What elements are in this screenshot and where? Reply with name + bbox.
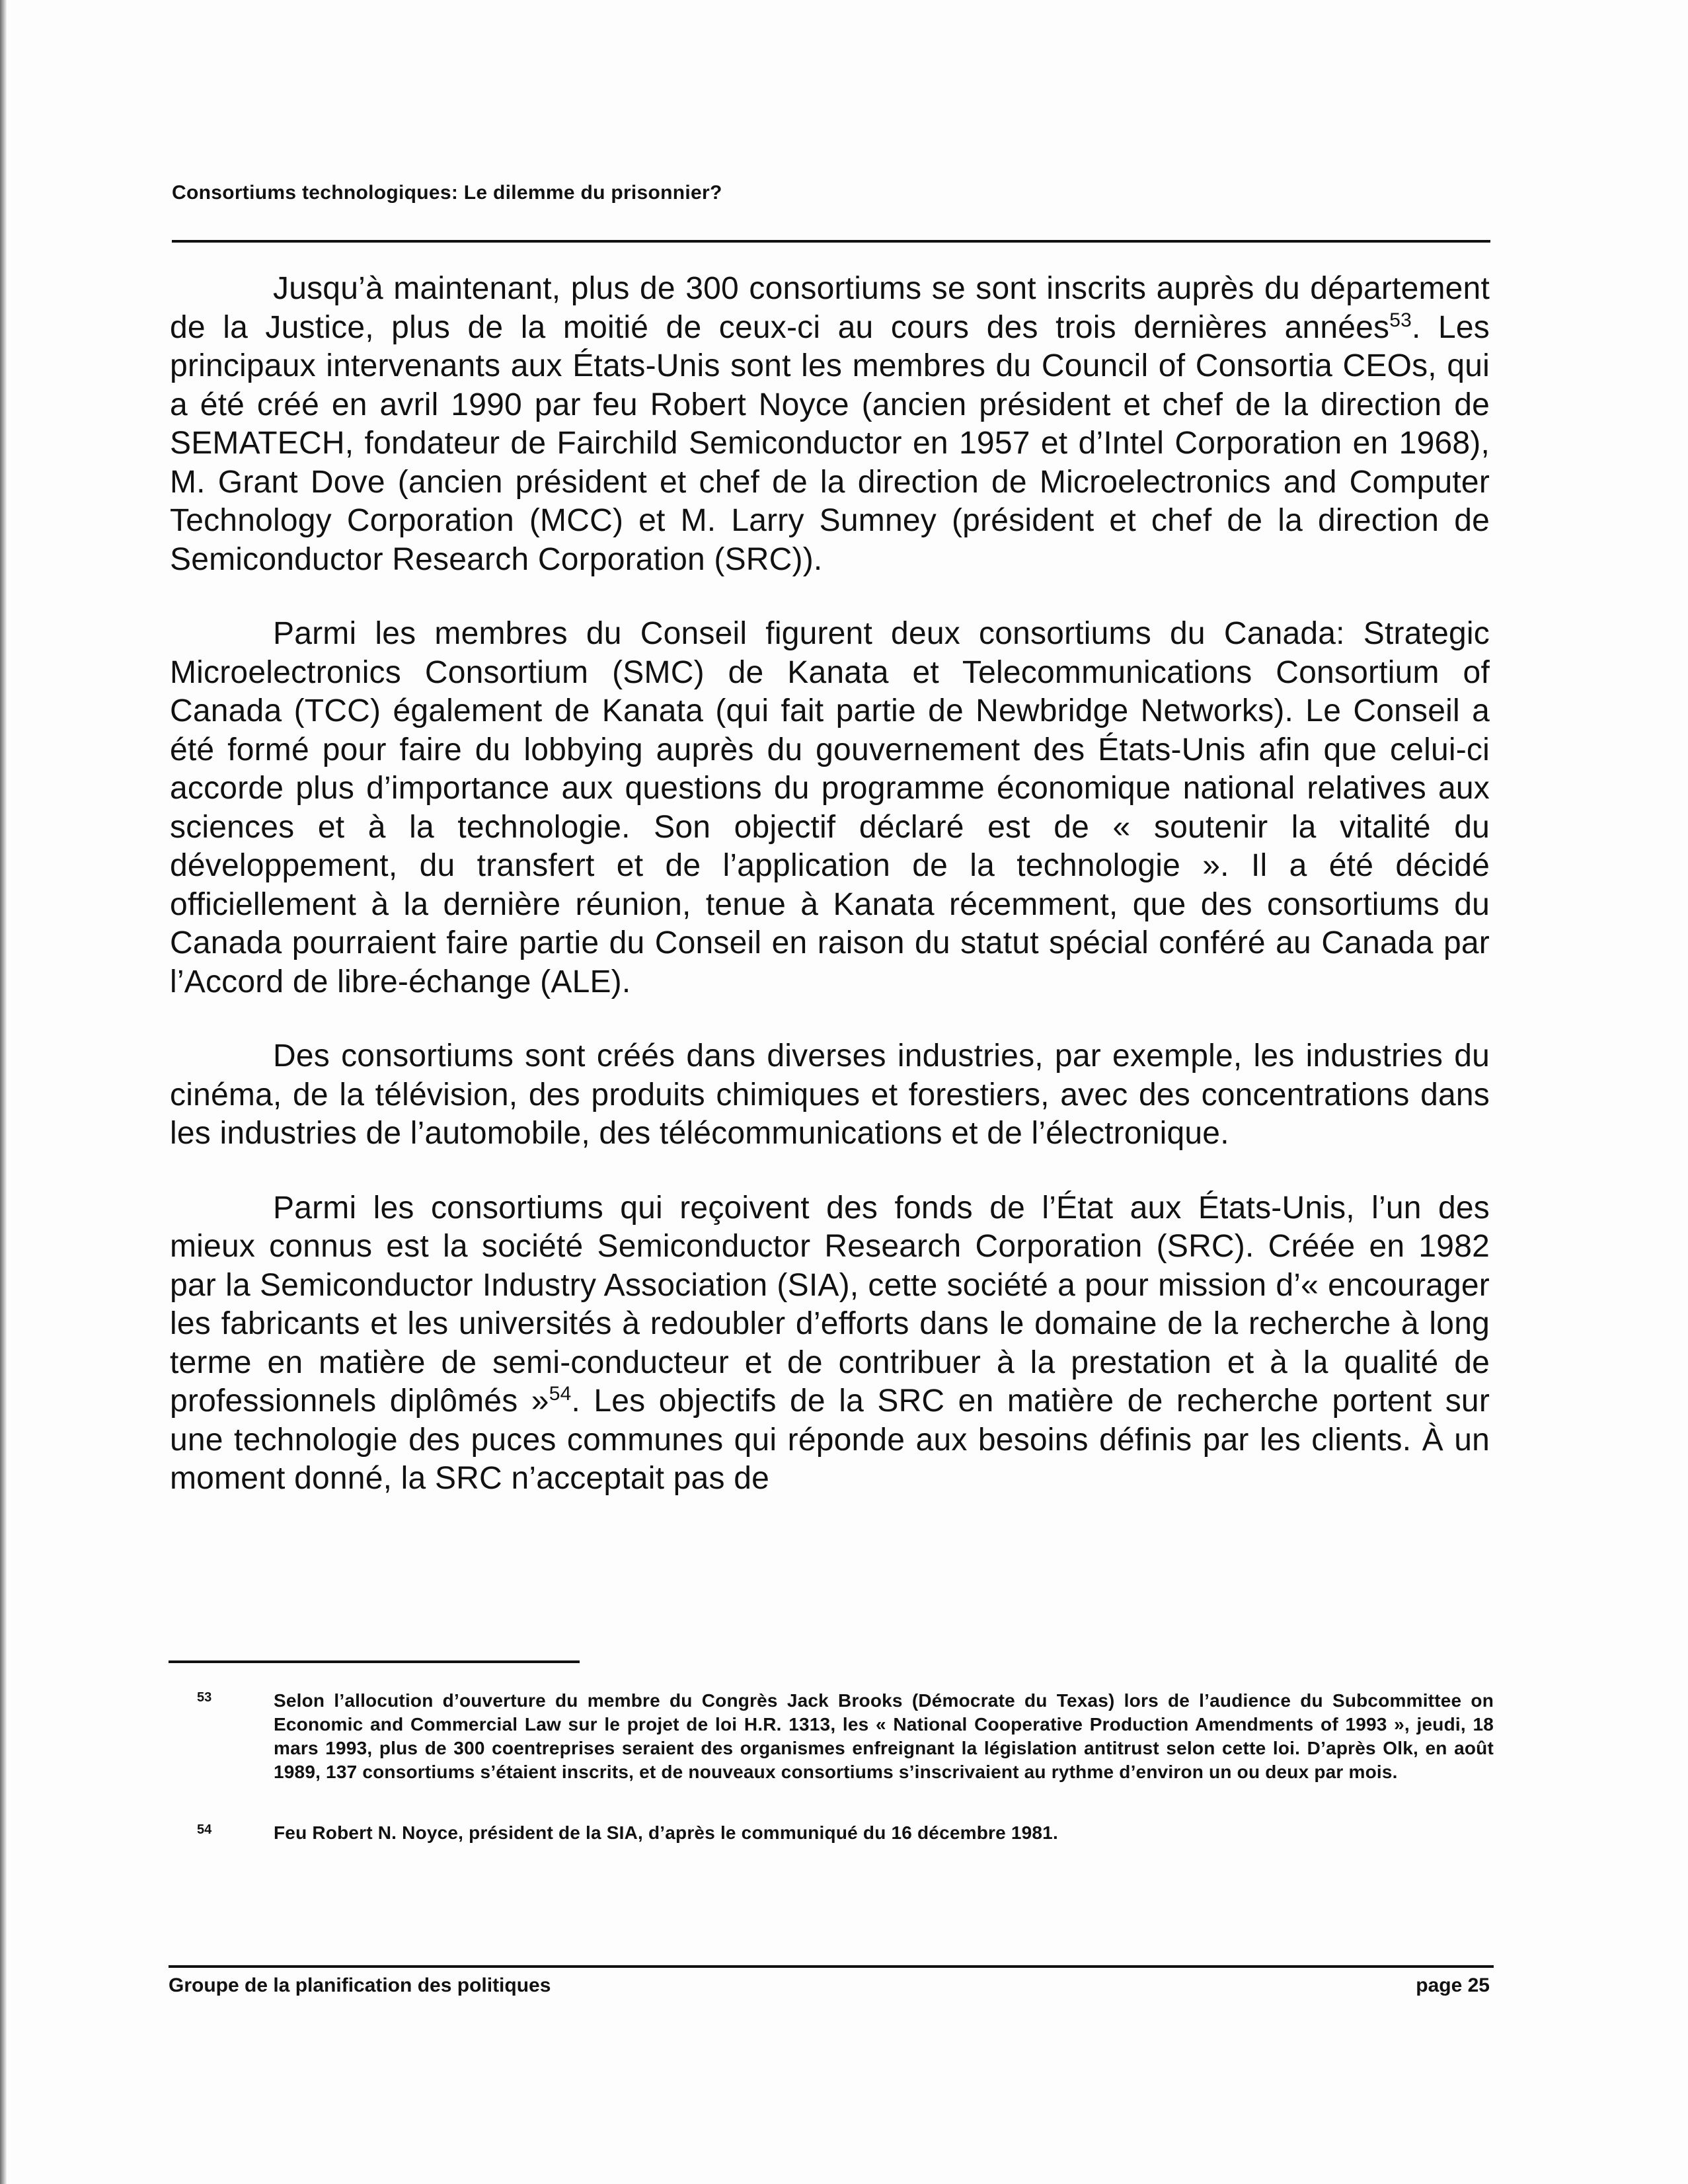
footnote-text: Feu Robert N. Noyce, président de la SIA, d’après le communiqué du 16 décembre 1981.: [274, 1822, 1058, 1843]
footnote-53: [197, 1689, 1494, 1784]
paragraph-2-text: Parmi les membres du Conseil figurent deux consortiums du Canada: Strategic Microelectronics Consortium (SMC) de Kanata et Telecommunications Consortium of Canada (TCC) également de Kanata (qui fait partie de Newbridge Networks). Le Conseil a été formé pour faire du lobbying auprès du gouvernement des États-Unis afin que celui-ci accorde plus d’importance aux questions du programme économique national relatives aux sciences et à la technologie. Son objectif déclaré est de « soutenir la vitalité du développement, du transfert et de l’application de la technologie ». Il a été décidé officiellement à la dernière réunion, tenue à Kanata récemment, que des consortiums du Canada pourraient faire partie du Conseil en raison du statut spécial conféré au Canada par l’Accord de libre-échange (ALE).: [170, 616, 1490, 999]
paragraph-4-text: Parmi les consortiums qui reçoivent des fonds de l’État aux États-Unis, l’un des mieux connus est la société Semiconductor Research Corporation (SRC). Créée en 1982 par la Semiconductor Industry Association (SIA), cette société a pour mission d’« encourager les fabricants et les universités à redoubler d’efforts dans le domaine de la recherche à long terme en matière de semi-conducteur et de contribuer à la prestation et à la qualité de professionnels diplômés »: [170, 1190, 1490, 1419]
paragraph-2: [170, 615, 1490, 1001]
scan-binding-edge: [0, 0, 7, 2184]
header-rule: [172, 240, 1490, 243]
paragraph-3: [170, 1037, 1490, 1153]
paragraph-1-text-cont: . Les principaux intervenants aux États-Unis sont les membres du Council of Consortia CEOs, qui a été créé en avril 1990 par feu Robert Noyce (ancien président et chef de la direction de SEMATECH, fondateur de Fairchild Semiconductor en 1957 et d’Intel Corporation en 1968), M. Grant Dove (ancien président et chef de la direction de Microelectronics and Computer Technology Corporation (MCC) et M. Larry Sumney (président et chef de la direction de Semiconductor Research Corporation (SRC)).: [170, 309, 1490, 577]
footnote-separator: [169, 1660, 580, 1663]
footnote-number: 54: [197, 1822, 212, 1837]
footnote-ref-53[interactable]: 53: [1389, 309, 1412, 331]
footnote-ref-54[interactable]: 54: [549, 1383, 572, 1405]
footnote-text: Selon l’allocution d’ouverture du membre du Congrès Jack Brooks (Démocrate du Texas) lors de l’audience du Subcommittee on Economic and Commercial Law sur le projet de loi H.R. 1313, les « National Cooperative Production Amendments of 1993 », jeudi, 18 mars 1993, plus de 300 coentreprises seraient des organismes enfreignant la législation antitrust selon cette loi. D’après Olk, en août 1989, 137 consortiums s’étaient inscrits, et de nouveaux consortiums s’inscrivaient au rythme d’environ un ou deux par mois.: [274, 1690, 1494, 1782]
paragraph-4: [170, 1189, 1490, 1499]
running-header: Consortiums technologiques: Le dilemme du prisonnier?: [172, 182, 722, 204]
paragraph-1: [170, 270, 1490, 579]
footnote-number: 53: [197, 1690, 212, 1705]
paragraph-4-text-cont: . Les objectifs de la SRC en matière de recherche portent sur une technologie des puces communes qui réponde aux besoins définis par les clients. À un moment donné, la SRC n’acceptait pas de: [170, 1384, 1490, 1496]
footer-rule: [169, 1965, 1494, 1968]
paragraph-3-text: Des consortiums sont créés dans diverses industries, par exemple, les industries du cinéma, de la télévision, des produits chimiques et forestiers, avec des concentrations dans les industries de l’automobile, des télécommunications et de l’électronique.: [170, 1038, 1490, 1151]
paragraph-1-text: Jusqu’à maintenant, plus de 300 consortiums se sont inscrits auprès du département de la Justice, plus de la moitié de ceux-ci au cours des trois dernières années: [170, 271, 1490, 345]
body-text: [170, 270, 1490, 1534]
footer-organization: Groupe de la planification des politiques: [169, 1974, 551, 1996]
footnote-54: [197, 1821, 1494, 1845]
footnotes: [197, 1689, 1494, 1882]
page-number: page 25: [1416, 1974, 1490, 1996]
